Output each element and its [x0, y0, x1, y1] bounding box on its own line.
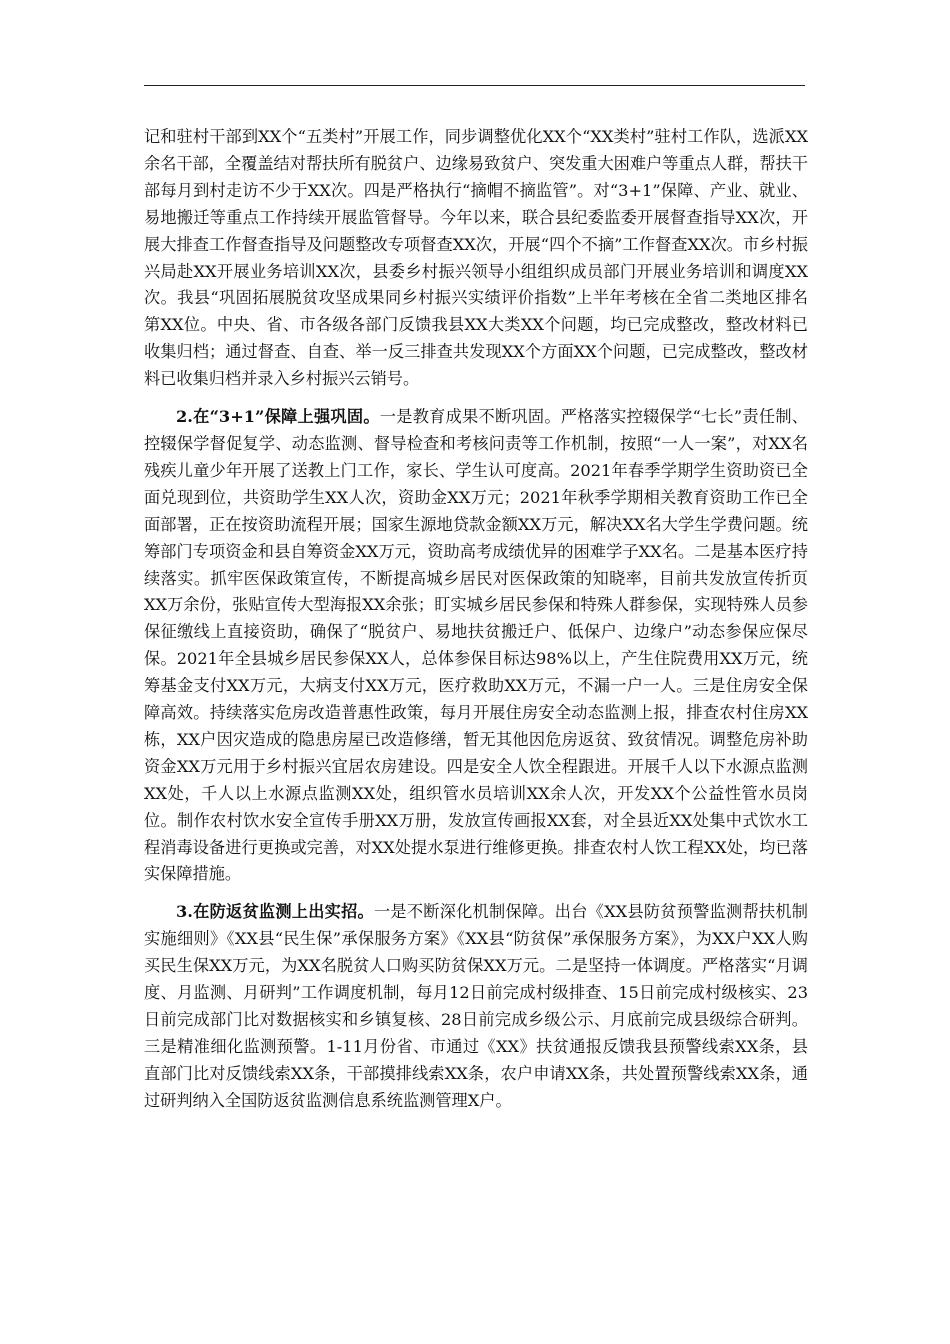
- paragraph-guarantee: [144, 404, 808, 888]
- paragraph-heading: 3.在防返贫监测上出实招。: [176, 902, 374, 922]
- document-body: [144, 124, 808, 1115]
- header-rule: [144, 85, 805, 86]
- paragraph-heading: 2.在“3+1”保障上强巩固。: [176, 407, 380, 427]
- paragraph-text: 记和驻村干部到XX个“五类村”开展工作，同步调整优化XX个“XX类村”驻村工作队，选派XX余名干部，全覆盖结对帮扶所有脱贫户、边缘易致贫户、突发重大困难户等重点人群，帮扶干部每月到村走访不少于XX次。四是严格执行“摘帽不摘监管”。对“3+1”保障、产业、就业、易地搬迁等重点工作持续开展监管督导。今年以来，联合县纪委监委开展督查指导XX次，开展大排查工作督查指导及问题整改专项督查XX次，开展“四个不摘”工作督查XX次。市乡村振兴局赴XX开展业务培训XX次，县委乡村振兴领导小组组织成员部门开展业务培训和调度XX次。我县“巩固拓展脱贫攻坚成果同乡村振兴实绩评价指数”上半年考核在全省二类地区排名第XX位。中央、省、市各级各部门反馈我县XX大类XX个问题，均已完成整改，整改材料已收集归档；通过督查、自查、举一反三排查共发现XX个方面XX个问题，已完成整改，整改材料已收集归档并录入乡村振兴云销号。: [144, 127, 808, 389]
- paragraph-continuation: [144, 124, 808, 393]
- paragraph-text: 一是不断深化机制保障。出台《XX县防贫预警监测帮扶机制实施细则》《XX县“民生保”承保服务方案》《XX县“防贫保”承保服务方案》，为XX户XX人购买民生保XX万元，为XX名脱贫人口购买防贫保XX万元。二是坚持一体调度。严格落实“月调度、月监测、月研判”工作调度机制，每月12日前完成村级排查、15日前完成村级核实、23日前完成部门比对数据核实和乡镇复核、28日前完成乡级公示、月底前完成县级综合研判。三是精准细化监测预警。1-11月份省、市通过《XX》扶贫通报反馈我县预警线索XX条，县直部门比对反馈线索XX条，干部摸排线索XX条，农户申请XX条，共处置预警线索XX条，通过研判纳入全国防返贫监测信息系统监测管理X户。: [144, 902, 808, 1110]
- paragraph-text: 一是教育成果不断巩固。严格落实控辍保学“七长”责任制、控辍保学督促复学、动态监测、督导检查和考核问责等工作机制，按照“一人一案”，对XX名残疾儿童少年开展了送教上门工作，家长、学生认可度高。2021年春季学期学生资助资已全面兑现到位，共资助学生XX人次，资助金XX万元；2021年秋季学期相关教育资助工作已全面部署，正在按资助流程开展；国家生源地贷款金额XX万元，解决XX名大学生学费问题。统筹部门专项资金和县自筹资金XX万元，资助高考成绩优异的困难学子XX名。二是基本医疗持续落实。抓牢医保政策宣传，不断提高城乡居民对医保政策的知晓率，目前共发放宣传折页XX万余份，张贴宣传大型海报XX余张；盯实城乡居民参保和特殊人群参保，实现特殊人员参保征缴线上直接资助，确保了“脱贫户、易地扶贫搬迁户、低保户、边缘户”动态参保应保尽保。2021年全县城乡居民参保XX人，总体参保目标达98%以上，产生住院费用XX万元，统筹基金支付XX万元，大病支付XX万元，医疗救助XX万元，不漏一户一人。三是住房安全保障高效。持续落实危房改造普惠性政策，每月开展住房安全动态监测上报，排查农村住房XX栋，XX户因灾造成的隐患房屋已改造修缮，暂无其他因危房返贫、致贫情况。调整危房补助资金XX万元用于乡村振兴宜居农房建设。四是安全人饮全程跟进。开展千人以下水源点监测XX处，千人以上水源点监测XX处，组织管水员培训XX余人次，开发XX个公益性管水员岗位。制作农村饮水安全宣传手册XX万册，发放宣传画报XX套，对全县近XX处集中式饮水工程消毒设备进行更换或完善，对XX处提水泵进行维修更换。排查农村人饮工程XX处，均已落实保障措施。: [144, 407, 808, 884]
- paragraph-monitoring: [144, 899, 808, 1114]
